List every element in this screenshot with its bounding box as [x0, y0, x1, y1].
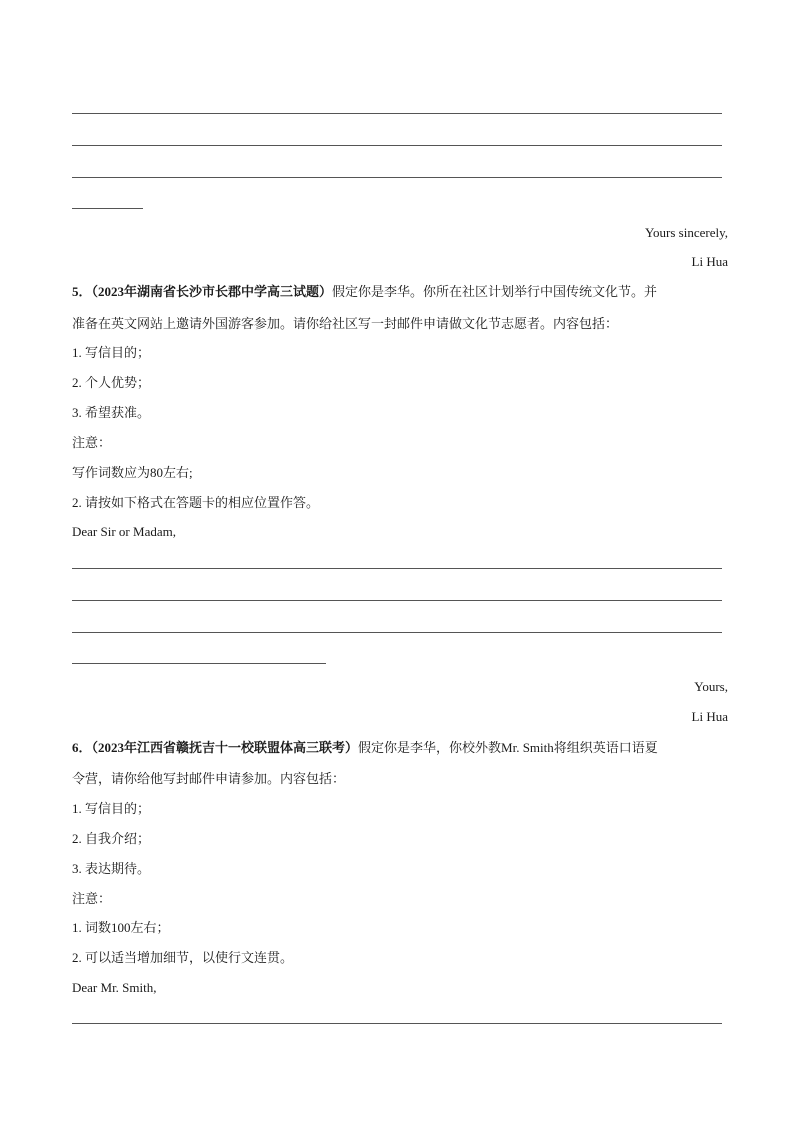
question-prompt: 假定你是李华，你校外教Mr. Smith将组织英语口语夏 [358, 740, 658, 755]
question-number: 6． [72, 740, 92, 755]
content-point: 3. 表达期待。 [72, 861, 151, 876]
answer-line-short [72, 208, 143, 209]
question-5-header [72, 284, 657, 300]
content-point: 1. 写信目的； [72, 345, 151, 360]
note-item: 写作词数应为80左右; [72, 465, 193, 480]
answer-line-short [72, 663, 326, 664]
salutation: Dear Mr. Smith, [72, 980, 157, 995]
content-point: 3. 希望获准。 [72, 405, 151, 420]
notes-label: 注意： [72, 891, 112, 906]
salutation: Dear Sir or Madam, [72, 524, 176, 539]
closing: Yours sincerely, [644, 225, 728, 240]
answer-line [72, 632, 722, 633]
question-prompt-continued: 准备在英文网站上邀请外国游客参加。请你给社区写一封邮件申请做文化节志愿者。内容包括： [72, 316, 619, 331]
answer-line [72, 145, 722, 146]
question-source: （2023年湖南省长沙市长郡中学高三试题） [91, 284, 333, 299]
question-prompt-continued: 令营，请你给他写封邮件申请参加。内容包括： [72, 771, 346, 786]
note-item: 2. 可以适当增加细节，以使行文连贯。 [72, 950, 294, 965]
question-source: （2023年江西省赣抚吉十一校联盟体高三联考） [91, 740, 359, 755]
closing: Yours, [694, 679, 728, 694]
answer-line [72, 1023, 722, 1024]
question-6-header [72, 740, 658, 756]
content-point: 2. 个人优势； [72, 375, 151, 390]
answer-line [72, 600, 722, 601]
content-point: 1. 写信目的； [72, 801, 151, 816]
notes-label: 注意： [72, 435, 112, 450]
note-item: 1. 词数100左右； [72, 920, 170, 935]
signature: Li Hua [691, 709, 728, 724]
answer-line [72, 568, 722, 569]
answer-line [72, 113, 722, 114]
answer-line [72, 177, 722, 178]
question-number: 5． [72, 284, 92, 299]
content-point: 2. 自我介绍； [72, 831, 151, 846]
note-item: 2. 请按如下格式在答题卡的相应位置作答。 [72, 495, 320, 510]
signature: Li Hua [691, 254, 728, 269]
question-prompt: 假定你是李华。你所在社区计划举行中国传统文化节。并 [332, 284, 658, 299]
